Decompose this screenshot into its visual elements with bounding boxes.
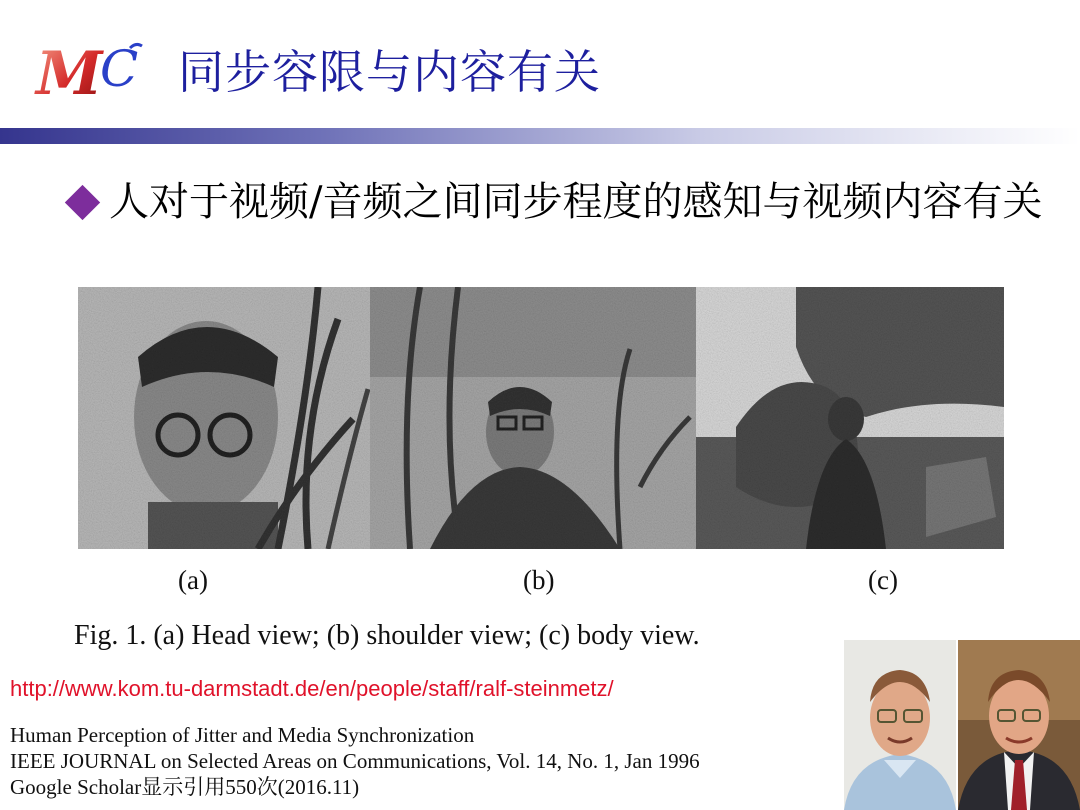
reference-block — [10, 722, 700, 800]
figure-panel-shoulder-view — [370, 287, 696, 549]
author-photo-2 — [958, 640, 1080, 810]
figure-panel-body-view — [696, 287, 1004, 549]
figure-panel-head-view — [78, 287, 370, 549]
mc-logo — [34, 38, 158, 104]
diamond-bullet-icon — [65, 185, 100, 220]
author-homepage-link[interactable]: http://www.kom.tu-darmstadt.de/en/people/staff/ralf-steinmetz/ — [10, 676, 614, 701]
panel-label-a: (a) — [178, 565, 208, 595]
title-divider — [0, 128, 1080, 144]
figure-image — [78, 287, 1004, 549]
logo-c: C — [100, 40, 139, 98]
bullet-text: 人对于视频/音频之间同步程度的感知与视频内容有关 — [109, 179, 1043, 225]
bullet-point — [62, 178, 1047, 226]
reference-citations: Google Scholar显示引用550次(2016.11) — [10, 775, 360, 799]
figure-caption: Fig. 1. (a) Head view; (b) shoulder view; (c) body view. — [74, 620, 700, 651]
author-photo-1 — [844, 640, 956, 810]
reference-journal: IEEE JOURNAL on Selected Areas on Communications, Vol. 14, No. 1, Jan 1996 — [10, 749, 700, 773]
panel-label-c: (c) — [868, 565, 898, 595]
panel-label-b: (b) — [523, 565, 555, 595]
reference-title: Human Perception of Jitter and Media Synchronization — [10, 723, 475, 747]
page-title: 同步容限与内容有关 — [178, 45, 601, 99]
logo-m: M — [36, 39, 103, 104]
